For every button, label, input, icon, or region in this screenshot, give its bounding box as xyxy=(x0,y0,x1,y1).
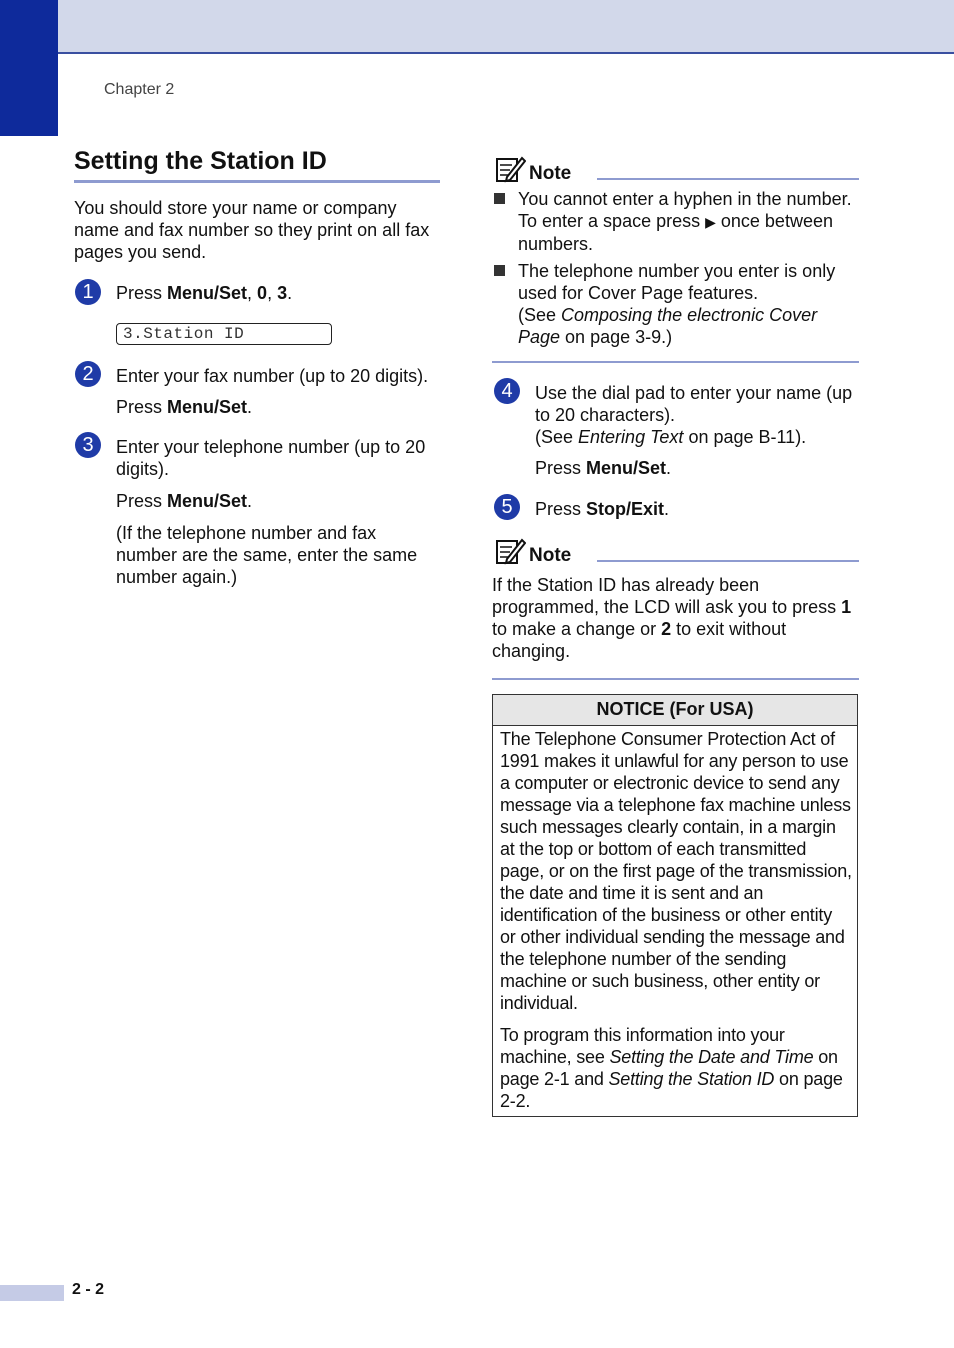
note-2-text: If the Station ID has already been programmed, the LCD will ask you to press 1 to make a change or 2 to exit without changing. xyxy=(492,575,852,661)
chapter-tab xyxy=(0,0,58,136)
step-3-note: (If the telephone number and fax number are the same, enter the same number again.) xyxy=(116,523,418,587)
notice-body xyxy=(500,728,852,1112)
step-3-badge: 3 xyxy=(75,432,101,458)
step-1-text: Press Menu/Set, 0, 3. xyxy=(116,283,293,303)
notice-paragraph-1: The Telephone Consumer Protection Act of 1991 makes it unlawful for any person to use a computer or electronic device to send any message via a telephone fax machine unless such messages clearly contain, in a margin at the top or bottom of each transmitted page, or on the first page of the transmission, the date and time it is sent and an identification of the business or other entity or other individual sending the message and the telephone number of the sending machine or such business, other entity or individual. xyxy=(500,729,852,1013)
note-1-heading: Note xyxy=(529,163,572,184)
bullet-square-icon xyxy=(494,265,505,276)
title-underline xyxy=(74,180,440,183)
intro-paragraph: You should store your name or company name and fax number so they print on all fax pages you send. xyxy=(74,198,430,262)
step-2-text: Enter your fax number (up to 20 digits). xyxy=(116,366,429,386)
step-5-text: Press Stop/Exit. xyxy=(535,499,670,519)
bullet-square-icon xyxy=(494,193,505,204)
step-1-badge: 1 xyxy=(75,279,101,305)
notice-paragraph-2: To program this information into your machine, see Setting the Date and Time on page 2-1 and Setting the Station ID on page 2-2. xyxy=(500,1025,843,1111)
note-1-bullet-1: You cannot enter a hyphen in the number. To enter a space press ▶ once between numbers. xyxy=(518,189,852,254)
note-2-bottom-rule xyxy=(492,678,859,680)
page-number: 2 - 2 xyxy=(72,1281,105,1298)
chapter-label: Chapter 2 xyxy=(104,81,175,98)
step-5-badge: 5 xyxy=(494,494,520,520)
step-4-text: Use the dial pad to enter your name (up to 20 characters). (See Entering Text on page B-11). xyxy=(535,383,853,447)
step-2-badge: 2 xyxy=(75,361,101,387)
notice-title: NOTICE (For USA) xyxy=(493,695,857,726)
note-1-rule xyxy=(597,178,859,180)
lcd-display: 3.Station ID xyxy=(116,323,332,345)
step-3-text: Enter your telephone number (up to 20 digits). xyxy=(116,437,426,479)
note-1-bullet-2: The telephone number you enter is only used for Cover Page features. (See Composing the electronic Cover Page on page 3-9.) xyxy=(518,261,836,347)
note-1-bottom-rule xyxy=(492,361,859,363)
section-title: Setting the Station ID xyxy=(74,147,327,175)
note-pencil-icon xyxy=(494,153,526,185)
note-2-heading: Note xyxy=(529,545,572,566)
header-band xyxy=(0,0,954,54)
footer-band xyxy=(0,1285,64,1301)
step-4-press: Press Menu/Set. xyxy=(535,458,672,478)
step-3-press: Press Menu/Set. xyxy=(116,491,253,511)
note-2-rule xyxy=(597,560,859,562)
step-4-badge: 4 xyxy=(494,378,520,404)
notice-box xyxy=(492,694,858,1117)
note-pencil-icon xyxy=(494,535,526,567)
step-2-press: Press Menu/Set. xyxy=(116,397,253,417)
